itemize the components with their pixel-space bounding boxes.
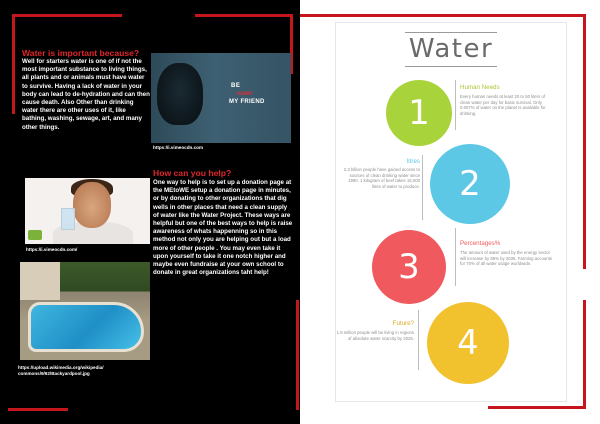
image-text-water: water	[237, 91, 253, 97]
step-2-number: 2	[459, 164, 481, 204]
frame-line	[12, 14, 15, 114]
frame-line	[583, 300, 586, 409]
step-3-description: The amount of water used by the energy sector will increase by 85% by 2035. Farming accounts for 70% of all water usage worldwide.	[460, 250, 552, 267]
portrait-silhouette	[157, 63, 203, 125]
step-3-label: Percentages%	[460, 240, 501, 247]
logo-icon	[28, 230, 42, 240]
step-2-label: litres	[406, 158, 420, 165]
image-text-be: BE	[231, 83, 241, 89]
frame-line	[12, 14, 122, 17]
backyard-pool-image	[20, 262, 150, 360]
frame-line	[583, 14, 586, 269]
image-text-my-friend: MY FRIEND	[229, 99, 265, 105]
step-4-circle	[427, 302, 509, 384]
connector-line	[422, 155, 423, 220]
step-4-number: 4	[457, 323, 479, 363]
head-shape	[73, 182, 111, 228]
frame-line	[195, 14, 293, 17]
connector-line	[418, 310, 419, 370]
image-caption-vimeo-1: https://i.vimeocdn.com	[153, 145, 204, 150]
image-caption-vimeo-2: https://i.vimeocdn.com/	[26, 247, 78, 252]
frame-line	[488, 406, 586, 409]
step-2-circle	[430, 144, 510, 224]
section-heading-importance: Water is important because?	[22, 48, 140, 58]
image-caption-wikimedia: https://upload.wikimedia.org/wikipedia/ commons/9/92/Backyardpool.jpg	[18, 365, 104, 376]
step-1-label: Human Needs	[460, 84, 500, 91]
connector-line	[455, 228, 456, 286]
section-body-importance: Well for starters water is one of if not the most important substance to living things, all plants and or animals must have water to survive. Having a lack of water in your body can lead to de-hydration and can then cause death. Also Other than drinking water there are other uses of it, like bathing, washing, sewage, art, and many other things.	[22, 58, 150, 131]
infographic-title: Water	[408, 34, 494, 64]
step-4-description: 1.8 million people will be living in regions of absolute water scarcity by 2025.	[336, 330, 414, 341]
title-rule-bottom	[405, 66, 497, 67]
house-shape	[20, 262, 60, 300]
frame-line	[8, 408, 68, 411]
step-3-number: 3	[398, 247, 420, 287]
section-body-help: One way to help is to set up a donation page at the MEtoWE setup a donation page in minutes, or by donating to other organizations that dig wells in other places that need a clean supply of water like the Water Project. These ways are helpful but one of the best ways to help is raise awareness of whats happenning so in this method not only you are helping out but a load more of other people . You may even take it upon yourself to take it one notch higher and maybe even fundraise at your own school to donate in great organizations taht help!	[153, 179, 293, 277]
step-1-description: Every human needs at least 20 to 50 liters of clean water per day for basic survival. Only 0.007% of water on the planet is available for drinking.	[460, 94, 546, 117]
title-rule-top	[405, 32, 497, 33]
frame-line	[296, 300, 299, 410]
step-3-circle	[372, 230, 446, 304]
boy-drinking-water-image	[25, 178, 150, 244]
frame-line	[300, 14, 586, 17]
connector-line	[455, 80, 456, 130]
step-2-description: 2.3 billion people have gained access to sources of clean drinking water since 1990. 1 kilogram of beef takes 15,000 litres of water to produce.	[343, 167, 420, 190]
section-heading-help: How can you help?	[153, 168, 232, 178]
step-1-circle	[386, 80, 452, 146]
water-glass-icon	[61, 208, 75, 230]
step-4-label: Future?	[392, 320, 414, 327]
bruce-lee-water-image	[151, 53, 291, 143]
step-1-number: 1	[408, 93, 430, 133]
pool-water-shape	[28, 302, 144, 352]
